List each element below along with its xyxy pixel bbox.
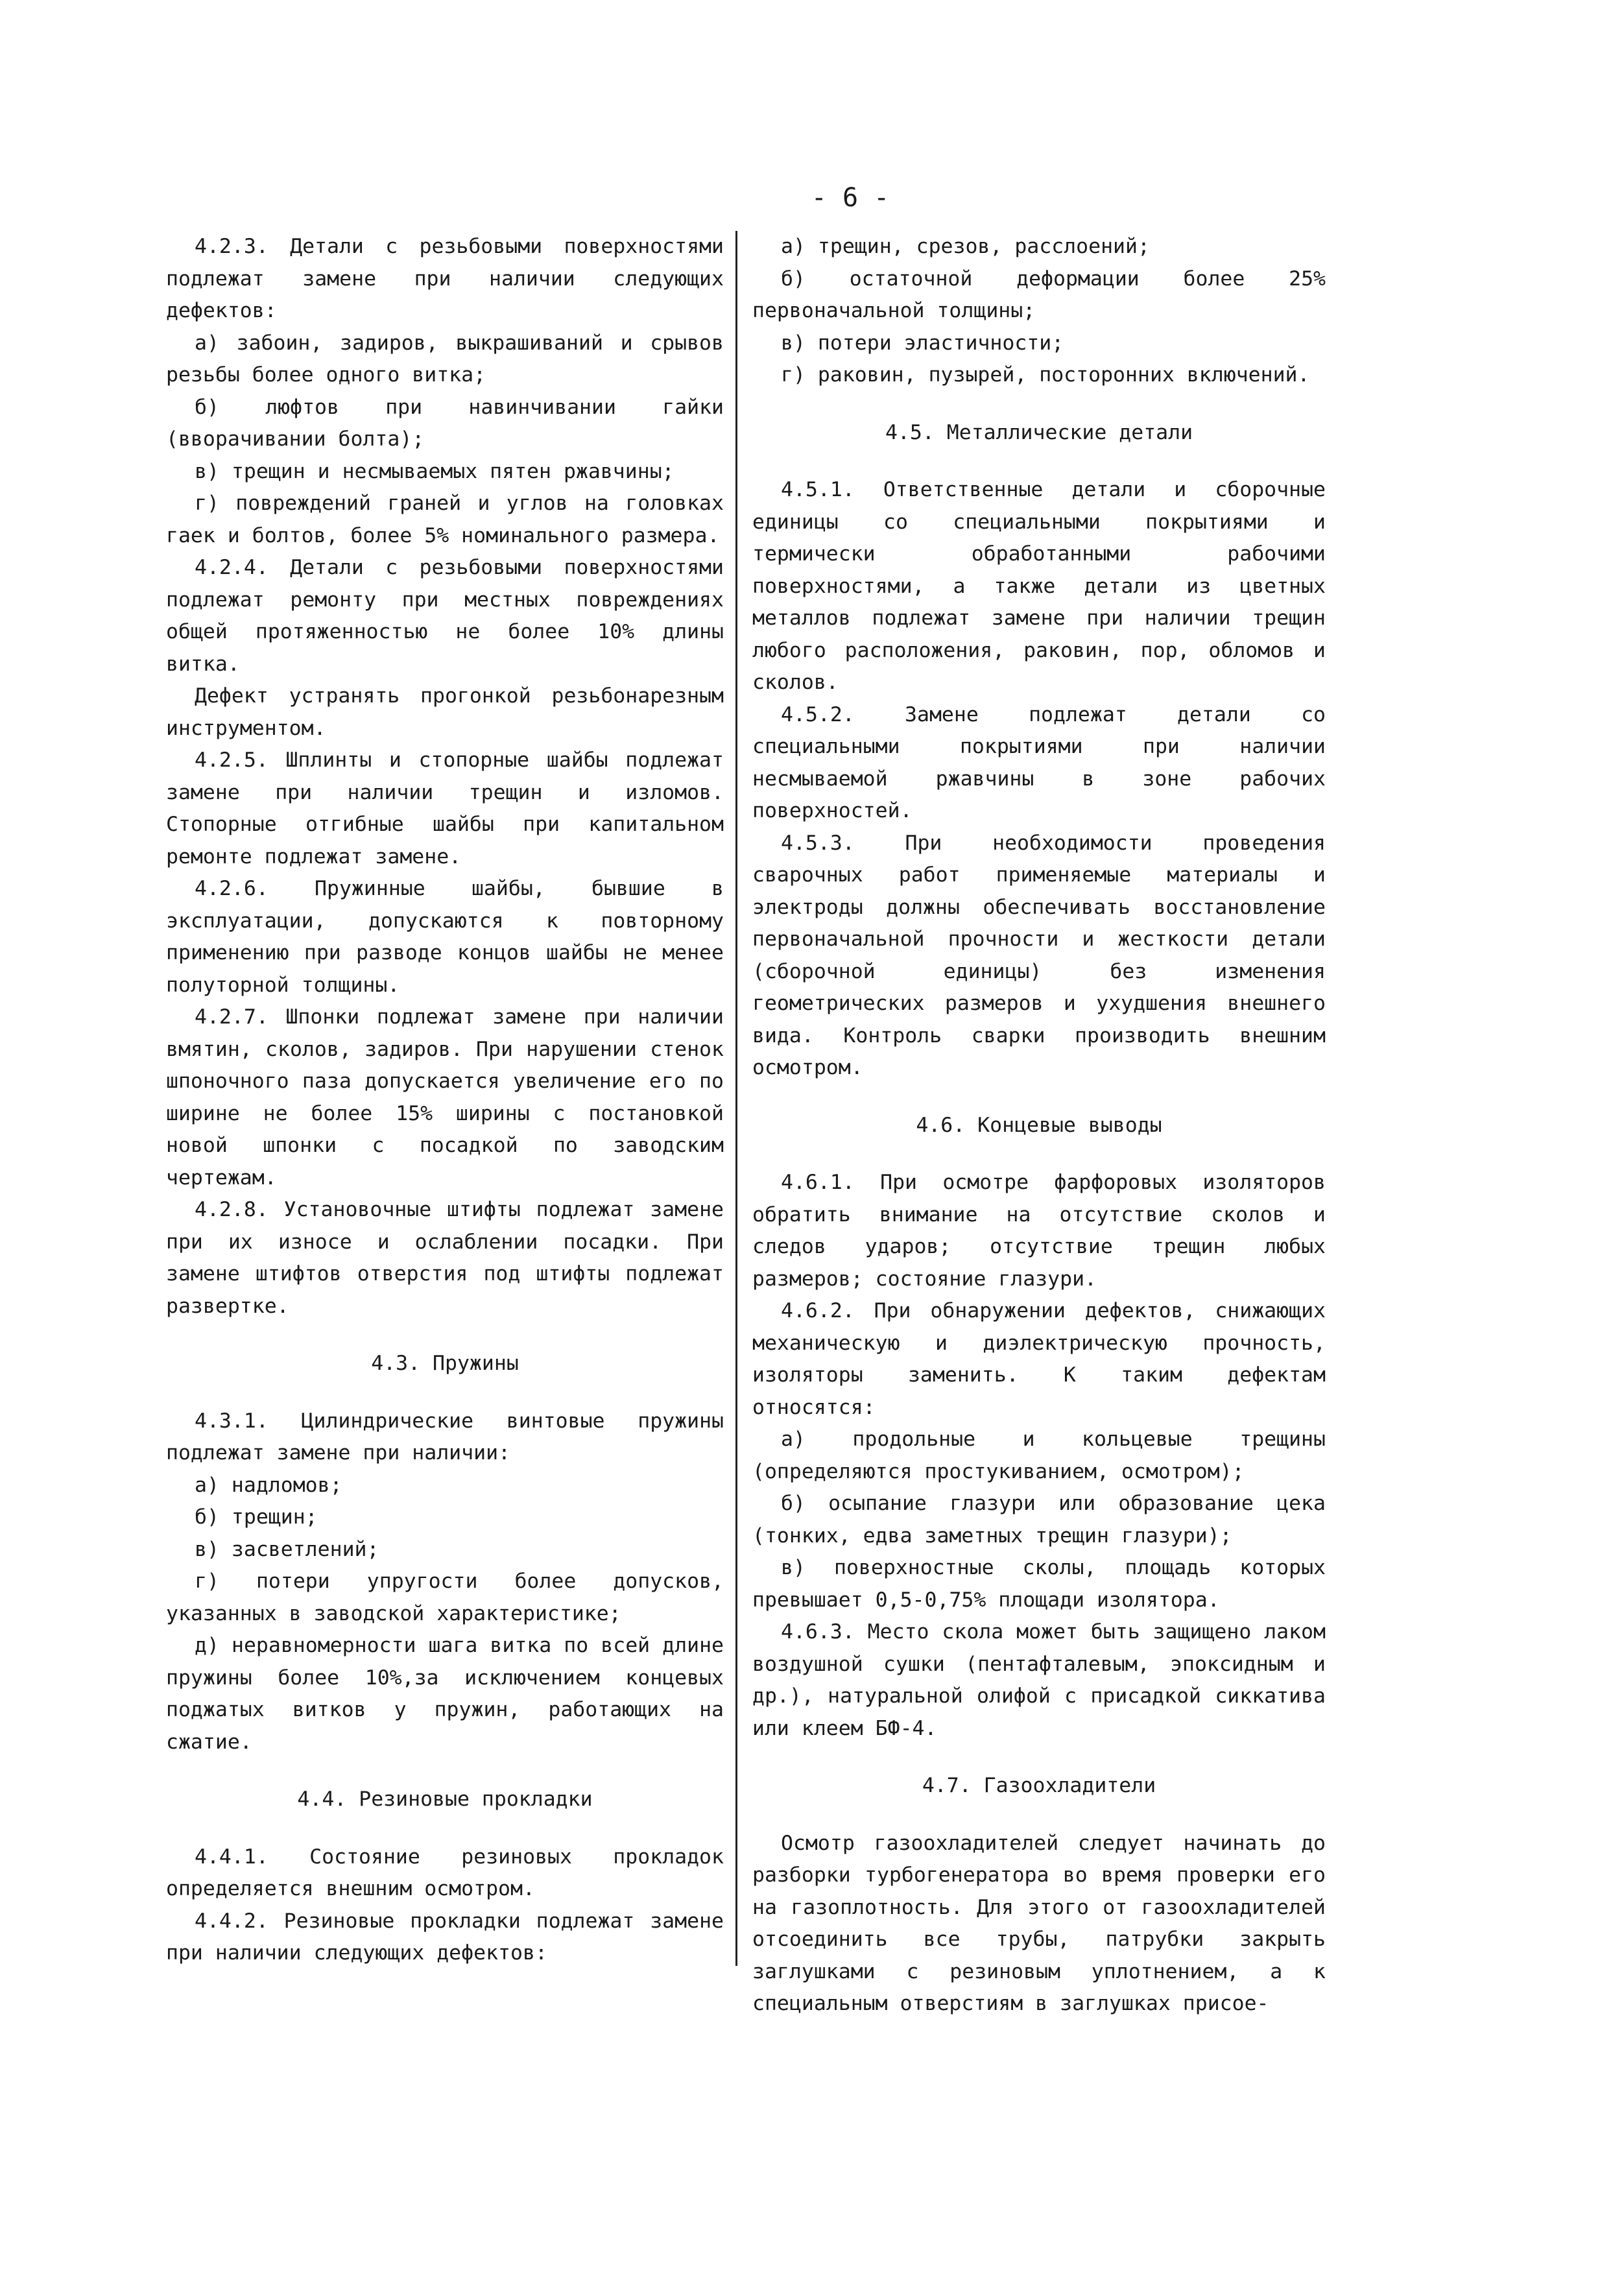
list-item: в) засветлений; xyxy=(195,1537,379,1561)
section-4-4-2: 4.4.2. Резиновые прокладки подлежат замене при наличии следующих дефектов: xyxy=(166,1909,724,1965)
section-4-2-5: 4.2.5. Шплинты и стопорные шайбы подлежат замене при наличии трещин и изломов. Стопорные отгибные шайбы при капитальном ремонте подлежат замене. xyxy=(166,748,724,868)
paragraph: Дефект устранять прогонкой резьбонарезным инструментом. xyxy=(166,684,724,740)
right-column xyxy=(752,231,1326,2020)
left-column xyxy=(166,231,724,1970)
column-divider xyxy=(735,231,737,1966)
section-4-2-6: 4.2.6. Пружинные шайбы, бывшие в эксплуатации, допускаются к повторному применению при разводе концов шайбы не менее полуторной толщины. xyxy=(166,877,724,997)
heading-4-6: 4.6. Концевые выводы xyxy=(916,1113,1162,1137)
list-item: б) осыпание глазури или образование цека (тонких, едва заметных трещин глазури); xyxy=(752,1492,1326,1548)
section-4-5-2: 4.5.2. Замене подлежат детали со специальными покрытиями при наличии несмываемой ржавчины в зоне рабочих поверхностей. xyxy=(752,702,1326,822)
heading-4-5: 4.5. Металлические детали xyxy=(885,420,1193,444)
section-4-2-4: 4.2.4. Детали с резьбовыми поверхностями подлежат ремонту при местных повреждениях общей протяженностью не более 10% длины витка. xyxy=(166,556,724,676)
paragraph-gas-coolers: Осмотр газоохладителей следует начинать до разборки турбогенератора во время проверки его на газоплотность. Для этого от газоохладителей отсоединить все трубы, патрубки закрыть заглушками с резиновым уплотнением, а к специальным отверстиям в заглушках присое- xyxy=(752,1831,1326,2015)
heading-4-4: 4.4. Резиновые прокладки xyxy=(297,1788,593,1811)
list-item: б) трещин; xyxy=(195,1505,318,1529)
heading-4-3: 4.3. Пружины xyxy=(371,1352,519,1375)
heading-4-7: 4.7. Газоохладители xyxy=(922,1774,1156,1797)
list-item: в) потери эластичности; xyxy=(781,331,1064,355)
section-4-2-7: 4.2.7. Шпонки подлежат замене при наличии вмятин, сколов, задиров. При нарушении стенок шпоночного паза допускается увеличение его по ширине не более 15% ширины с постановкой новой шпонки с посадкой по заводским чертежам. xyxy=(166,1005,724,1190)
list-item: а) продольные и кольцевые трещины (определяются простукиванием, осмотром); xyxy=(752,1428,1326,1483)
list-item: д) неравномерности шага витка по всей длине пружины более 10%,за исключением концевых поджатых витков у пружин, работающих на сжатие. xyxy=(166,1634,724,1754)
list-item: г) раковин, пузырей, посторонних включений. xyxy=(781,363,1310,387)
section-4-3-1: 4.3.1. Цилиндрические винтовые пружины подлежат замене при наличии: xyxy=(166,1409,724,1465)
list-item: а) надломов; xyxy=(195,1473,342,1497)
list-item: б) люфтов при навинчивании гайки (вворачивании болта); xyxy=(166,395,724,451)
list-item: в) поверхностные сколы, площадь которых превышает 0,5-0,75% площади изолятора. xyxy=(752,1556,1326,1612)
list-item: а) трещин, срезов, расслоений; xyxy=(781,235,1150,258)
section-4-6-3: 4.6.3. Место скола может быть защищено лаком воздушной сушки (пентафталевым, эпоксидным и др.), натуральной олифой с присадкой сиккатива или клеем БФ-4. xyxy=(752,1620,1326,1740)
list-item: б) остаточной деформации более 25% первоначальной толщины; xyxy=(752,267,1326,322)
section-4-4-1: 4.4.1. Состояние резиновых прокладок определяется внешним осмотром. xyxy=(166,1845,724,1900)
list-item: а) забоин, задиров, выкрашиваний и срывов резьбы более одного витка; xyxy=(166,331,724,387)
section-4-6-2: 4.6.2. При обнаружении дефектов, снижающих механическую и диэлектрическую прочность, изоляторы заменить. К таким дефектам относятся: xyxy=(752,1299,1326,1419)
section-4-2-3: 4.2.3. Детали с резьбовыми поверхностями подлежат замене при наличии следующих дефектов: xyxy=(166,235,724,322)
section-4-5-3: 4.5.3. При необходимости проведения сварочных работ применяемые материалы и электроды должны обеспечивать восстановление первоначальной прочности и жесткости детали (сборочной единицы) без изменения геометрических размеров и ухудшения внешнего вида. Контроль сварки производить внешним осмотром. xyxy=(752,831,1326,1079)
list-item: г) повреждений граней и углов на головках гаек и болтов, более 5% номинального размера. xyxy=(166,492,724,547)
page-number: - 6 - xyxy=(811,183,890,213)
list-item: в) трещин и несмываемых пятен ржавчины; xyxy=(195,459,675,483)
section-4-6-1: 4.6.1. При осмотре фарфоровых изоляторов обратить внимание на отсутствие сколов и следов ударов; отсутствие трещин любых размеров; состояние глазури. xyxy=(752,1171,1326,1291)
section-4-2-8: 4.2.8. Установочные штифты подлежат замене при их износе и ослаблении посадки. При замене штифтов отверстия под штифты подлежат развертке. xyxy=(166,1198,724,1318)
list-item: г) потери упругости более допусков, указанных в заводской характеристике; xyxy=(166,1570,724,1625)
section-4-5-1: 4.5.1. Ответственные детали и сборочные единицы со специальными покрытиями и термически обработанными рабочими поверхностями, а также детали из цветных металлов подлежат замене при наличии трещин любого расположения, раковин, пор, обломов и сколов. xyxy=(752,478,1326,694)
